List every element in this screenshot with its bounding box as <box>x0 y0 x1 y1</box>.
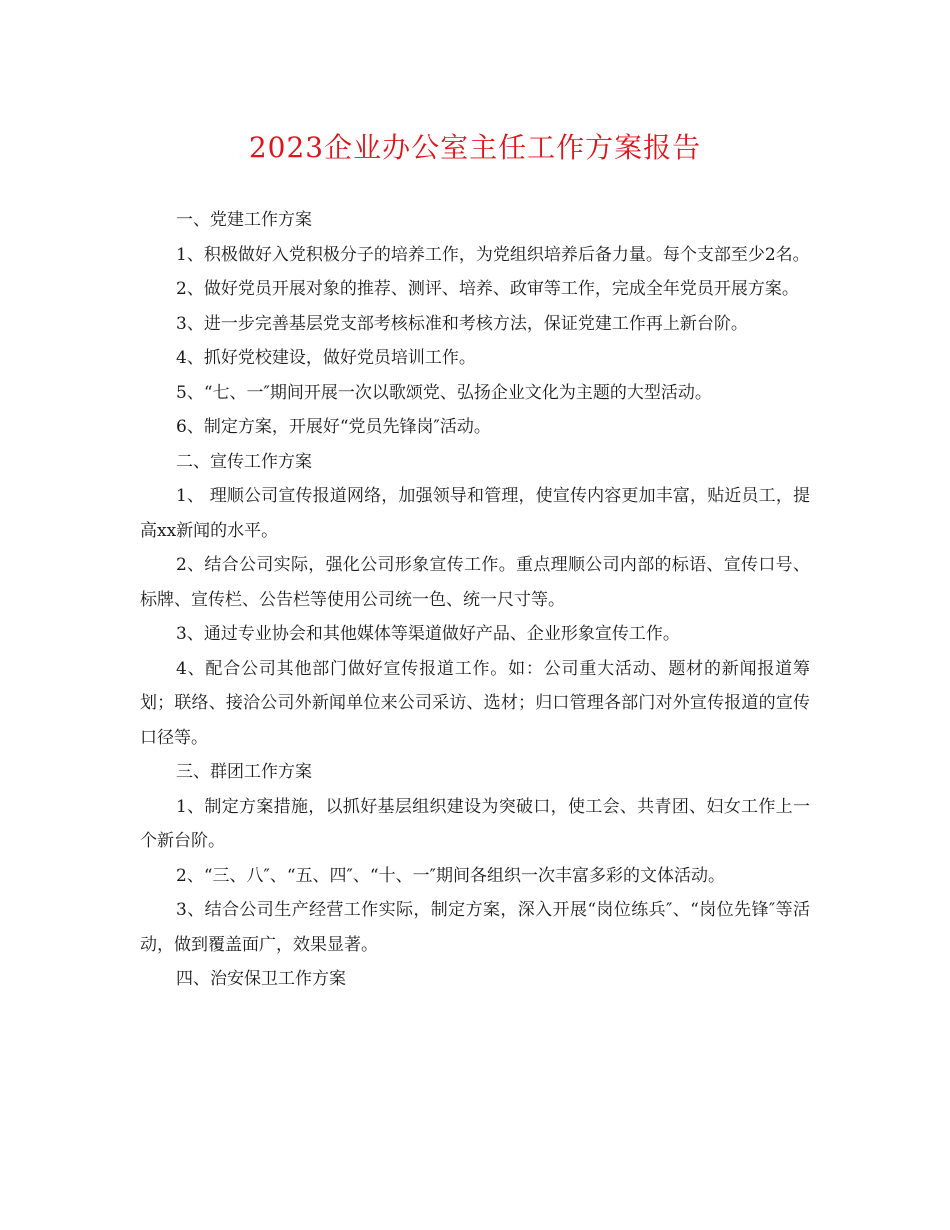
section-heading: 二、宣传工作方案 <box>176 451 312 472</box>
paragraph: 2、做好党员开展对象的推荐、测评、培养、政审等工作，完成全年党员开展方案。 <box>176 279 799 299</box>
paragraph: 4、抓好党校建设，做好党员培训工作。 <box>176 348 476 368</box>
paragraph: 3、进一步完善基层党支部考核标准和考核方法，保证党建工作再上新台阶。 <box>176 313 748 334</box>
document-body <box>140 203 810 997</box>
paragraph: 5、“七、一″期间开展一次以歌颂党、弘扬企业文化为主题的大型活动。 <box>176 382 712 403</box>
paragraph: 6、制定方案，开展好“党员先锋岗″活动。 <box>176 417 491 437</box>
paragraph: 4、配合公司其他部门做好宣传报道工作。如：公司重大活动、题材的新闻报道筹划；联络、接洽公司外新闻单位来公司采访、选材；归口管理各部门对外宣传报道的宣传口径等。 <box>140 658 810 748</box>
section-heading: 三、群团工作方案 <box>176 762 312 782</box>
document-title: 2023企业办公室主任工作方案报告 <box>248 131 702 164</box>
paragraph: 2、结合公司实际，强化公司形象宣传工作。重点理顺公司内部的标语、宣传口号、标牌、宣传栏、公告栏等使用公司统一色、统一尺寸等。 <box>140 555 810 610</box>
paragraph: 3、通过专业协会和其他媒体等渠道做好产品、企业形象宣传工作。 <box>176 624 680 644</box>
section-heading: 一、党建工作方案 <box>176 210 312 230</box>
section-heading: 四、治安保卫工作方案 <box>176 969 346 989</box>
paragraph: 1、 理顺公司宣传报道网络，加强领导和管理，使宣传内容更加丰富，贴近员工，提高xx新闻的水平。 <box>140 486 810 541</box>
paragraph: 2、“三、八″、“五、四″、“十、一″期间各组织一次丰富多彩的文体活动。 <box>176 865 725 886</box>
paragraph: 1、制定方案措施，以抓好基层组织建设为突破口，使工会、共青团、妇女工作上一个新台阶。 <box>140 796 810 851</box>
paragraph: 3、结合公司生产经营工作实际，制定方案，深入开展“岗位练兵″、“岗位先锋″等活动，做到覆盖面广，效果显著。 <box>140 900 810 955</box>
paragraph: 1、积极做好入党积极分子的培养工作，为党组织培养后备力量。每个支部至少2名。 <box>176 244 810 265</box>
